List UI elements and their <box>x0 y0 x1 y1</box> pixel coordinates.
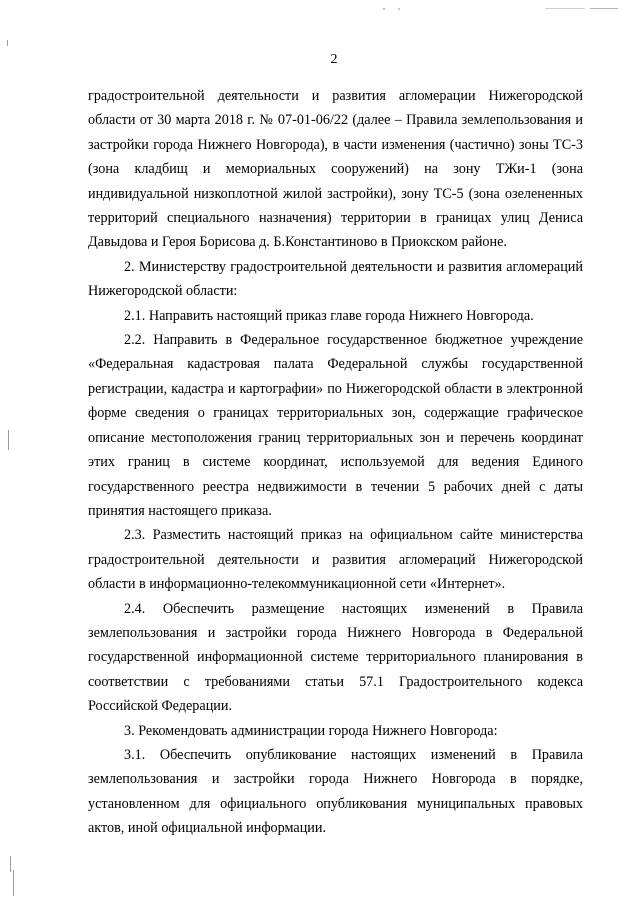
scan-artifact <box>545 8 585 9</box>
page-number: 2 <box>330 52 338 67</box>
scan-artifact <box>8 430 9 450</box>
paragraph-item-3-1: 3.1. Обеспечить опубликование настоящих изменений в Правила землепользования и застройки города Нижнего Новгорода в порядке, установленном для официального опубликования муниципальных правовых актов, иной официальной информации. <box>88 746 583 837</box>
paragraph-item-2: 2. Министерству градостроительной деятельности и развития агломераций Нижегородской области: <box>88 258 583 300</box>
paragraph-item-2-4: 2.4. Обеспечить размещение настоящих изменений в Правила землепользования и застройки города Нижнего Новгорода в Федеральной государственной информационной системе территориального планирования в соответствии с требованиями статьи 57.1 Градостроительного кодекса Российской Федерации. <box>88 600 583 715</box>
paragraph-continuation: градостроительной деятельности и развития агломерации Нижегородской области от 30 марта 2018 г. № 07-01-06/22 (далее – Правила землепользования и застройки города Нижнего Новгорода), в части изменения (частично) зоны ТС-3 (зона кладбищ и мемориальных сооружений) на зону ТЖи-1 (зона индивидуальной низкоплотной жилой застройки), зону ТС-5 (зона озелененных территорий специального назначения) территории в границах улиц Дениса Давыдова и Героя Борисова д. Б.Константиново в Приокском районе. <box>88 88 583 251</box>
paragraph-item-2-3: 2.3. Разместить настоящий приказ на официальном сайте министерства градостроительной деятельности и развития агломераций Нижегородской области в информационно-телекоммуникационной сети «Интернет». <box>88 527 583 593</box>
paragraph-item-3: 3. Рекомендовать администрации города Нижнего Новгорода: <box>124 722 498 739</box>
document-body <box>88 84 583 841</box>
paragraph-item-2-1: 2.1. Направить настоящий приказ главе города Нижнего Новгорода. <box>124 307 534 324</box>
scan-artifact <box>13 870 14 896</box>
scan-artifact <box>10 856 11 872</box>
scan-artifact <box>383 8 385 10</box>
scan-artifact <box>398 8 400 10</box>
scan-artifact <box>590 8 618 9</box>
paragraph-item-2-2: 2.2. Направить в Федеральное государственное бюджетное учреждение «Федеральная кадастровая палата Федеральной службы государственной регистрации, кадастра и картографии» по Нижегородской области в электронной форме сведения о границах территориальных зон, содержащие графическое описание местоположения границ территориальных зон и перечень координат этих границ в системе координат, используемой для ведения Единого государственного реестра недвижимости в течении 5 рабочих дней с даты принятия настоящего приказа. <box>88 332 583 519</box>
scan-artifact <box>7 40 8 46</box>
